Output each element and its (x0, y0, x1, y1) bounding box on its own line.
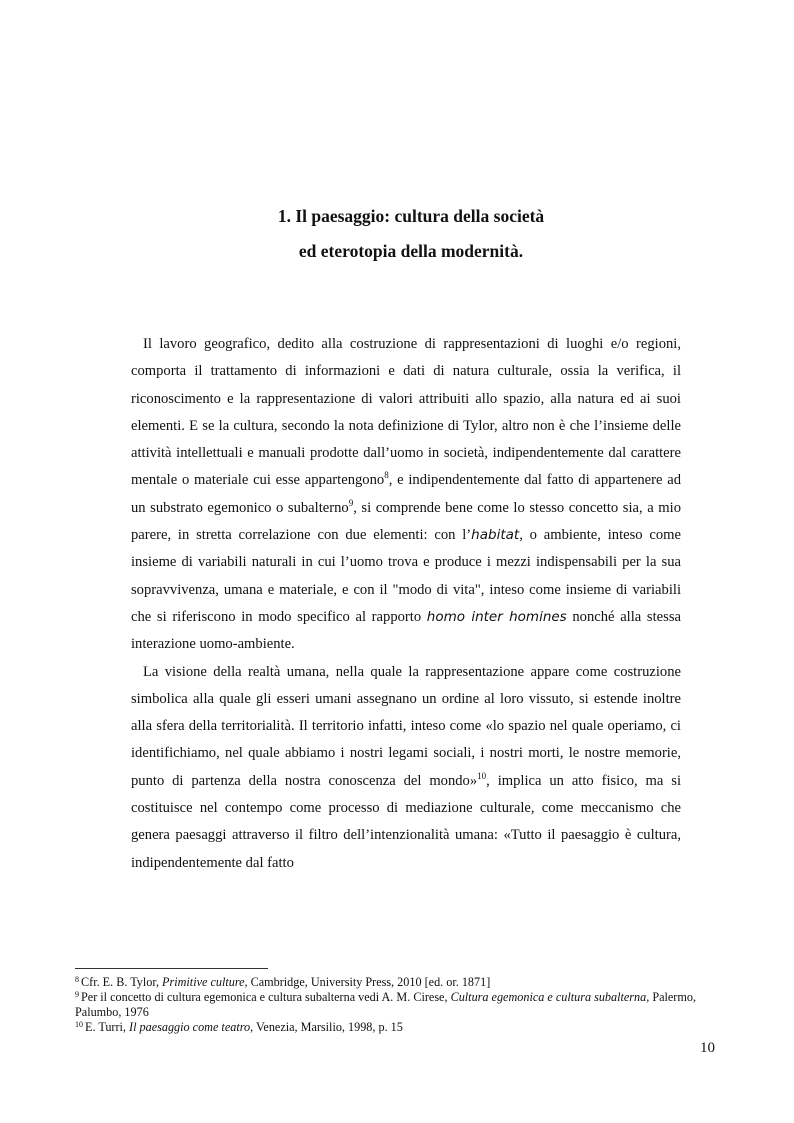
footnote-text: , Palermo, Palumbo, 1976 (75, 990, 696, 1019)
emphasis-homo-inter-homines: homo inter homines (426, 608, 567, 625)
text-run: , e indipendentemente dal fatto di appartenere ad un substrato egemonico o subalterno (131, 472, 681, 516)
footnote-ref-9[interactable]: 9 (348, 497, 354, 508)
footnote-text: , Cambridge, University Press, 2010 [ed. or. 1871] (244, 975, 491, 989)
text-run: , si comprende bene come lo stesso concetto sia, a mio parere, in stretta correlazione con due elementi: con l’ (131, 499, 681, 544)
chapter-heading-line-1: 1. Il paesaggio: cultura della società (277, 206, 545, 226)
footnote-text: , Venezia, Marsilio, 1998, p. 15 (250, 1019, 403, 1034)
footnote-number: 10 (75, 1019, 83, 1029)
footnote-separator (75, 968, 268, 969)
footnote-10 (75, 1020, 721, 1034)
paragraph-2 (131, 659, 681, 877)
footnote-title: Cultura egemonica e cultura subalterna (450, 990, 647, 1005)
paragraph-1 (131, 331, 681, 659)
footnote-number: 9 (75, 990, 79, 1000)
footnote-title: Primitive culture (162, 975, 245, 989)
text-run: La visione della realtà umana, nella quale la rappresentazione appare come costruzione simbolica alla quale gli esseri umani assegnano un ordine al loro vissuto, si estende inoltre alla sfera della territorialità. Il territorio infatti, inteso come «lo spazio nel quale operiamo, ci identifichiamo, nel quale abbiamo i nostri legami sociali, i nostri morti, le nostre memorie, punto di partenza della nostra conoscenza del mondo» (131, 663, 681, 789)
page-number: 10 (700, 1040, 715, 1056)
footnote-ref-8[interactable]: 8 (384, 470, 389, 481)
chapter-heading-line-2: ed eterotopia della modernità. (298, 241, 524, 261)
text-run: nonché alla stessa interazione uomo-ambiente. (131, 608, 681, 653)
footnote-title: Il paesaggio come teatro (129, 1019, 251, 1034)
body-text (131, 331, 681, 877)
text-run: , implica un atto fisico, ma si costituisce nel contempo come processo di mediazione culturale, come meccanismo che genera paesaggi attraverso il filtro dell’intenzionalità umana: «Tutto il paesaggio è cultura, indipendentemente dal fatto (131, 772, 681, 871)
text-run: Il lavoro geografico, dedito alla costruzione di rappresentazioni di luoghi e/o regioni, comporta il trattamento di informazioni e dati di natura culturale, ossia la verifica, il riconoscimento e la rappresentazione di valori attribuiti allo spazio, alla natura ed ai suoi elementi. E se la cultura, secondo la nota definizione di Tylor, altro non è che l’insieme delle attività intellettuali e manuali prodotte dall’uomo in società, indipendentemente dal carattere mentale o materiale cui esse appartengono (131, 336, 681, 489)
footnote-text: E. Turri, (85, 1019, 130, 1034)
footnote-ref-10[interactable]: 10 (477, 770, 487, 781)
emphasis-habitat: habitat (471, 527, 520, 544)
footnote-9 (75, 990, 721, 1019)
footnote-number: 8 (75, 975, 79, 984)
footnotes (75, 975, 721, 1035)
footnote-text: Per il concetto di cultura egemonica e cultura subalterna vedi A. M. Cirese, (81, 990, 451, 1005)
footnote-text: Cfr. E. B. Tylor, (81, 975, 163, 989)
text-run: , o ambiente, inteso come insieme di variabili naturali in cui l’uomo trova e produce i mezzi indispensabili per la sua sopravvivenza, umana e materiale, e con il "modo di vita", inteso come insieme di variabili che si riferiscono in modo specifico al rapporto (131, 527, 681, 625)
footnote-8 (75, 975, 721, 989)
